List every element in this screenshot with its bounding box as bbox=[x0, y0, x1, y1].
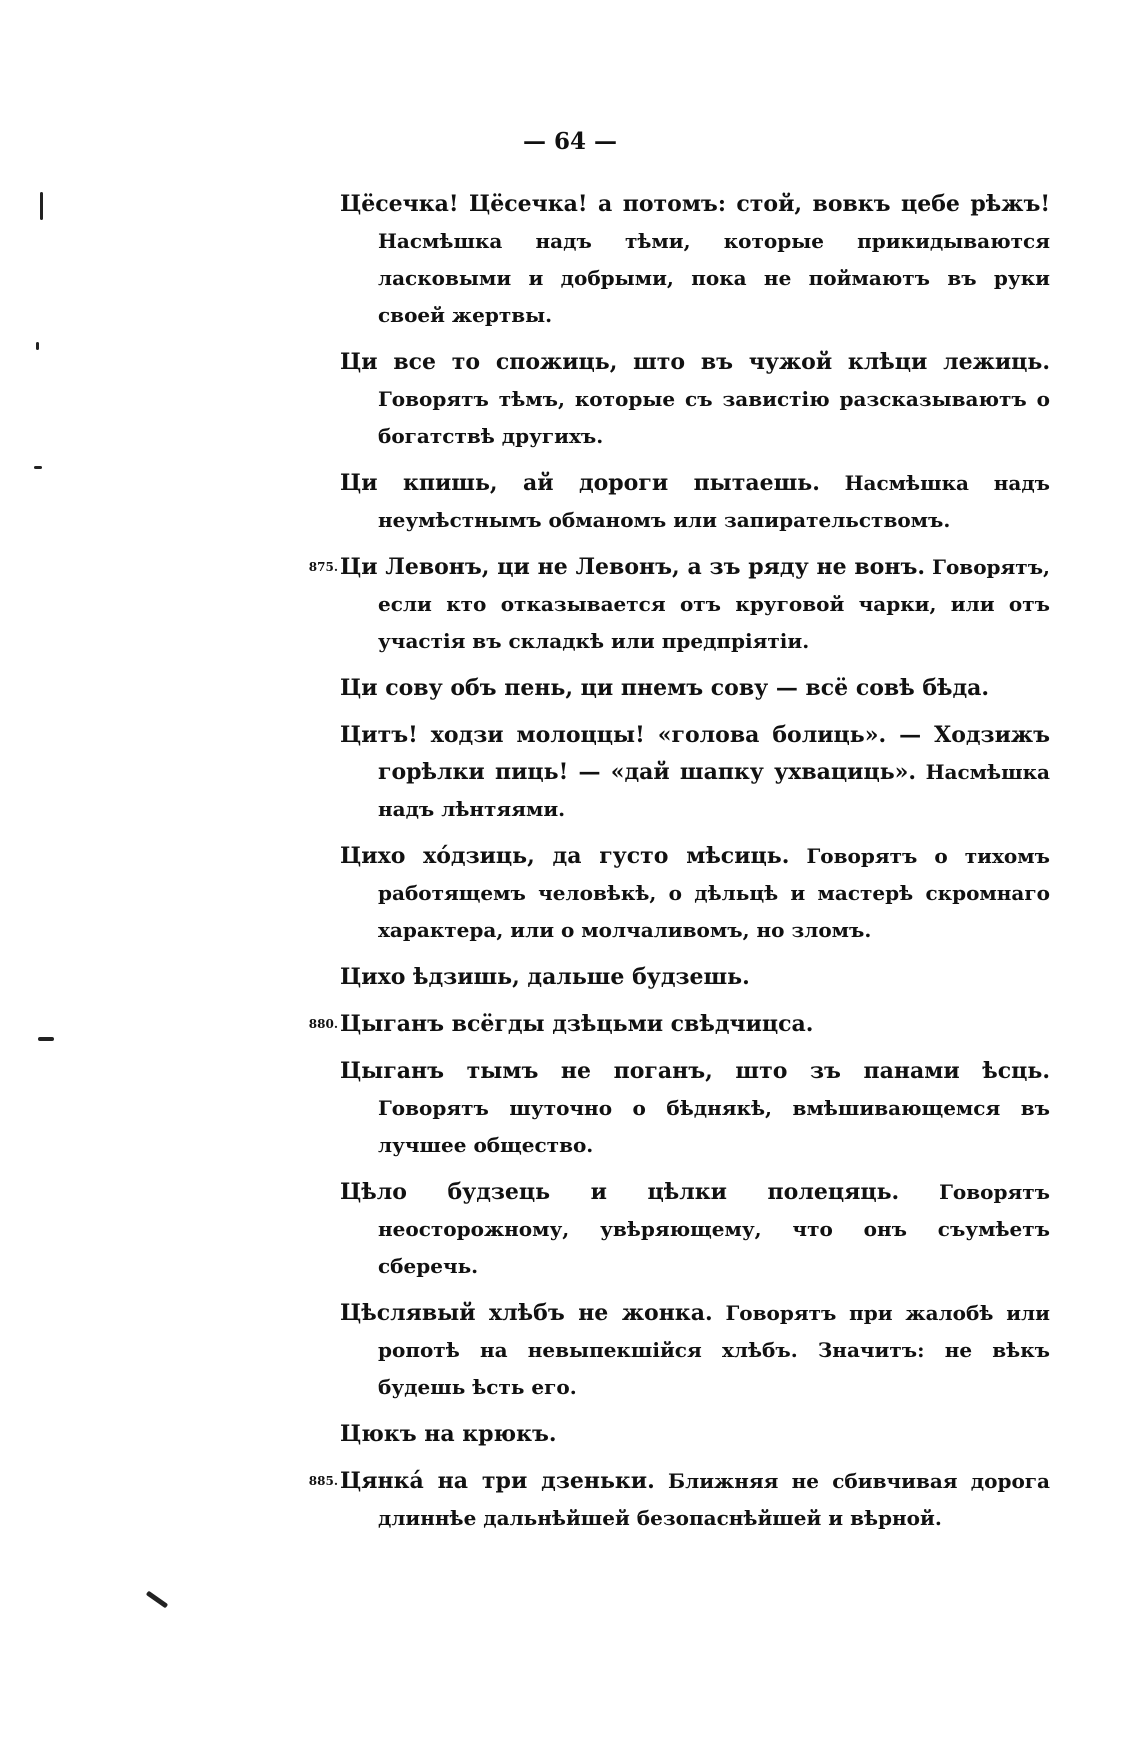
proverb-explanation: Говорятъ тѣмъ, которые съ завистію разсказываютъ о богатствѣ другихъ. bbox=[378, 387, 1050, 448]
proverb-entry bbox=[340, 717, 1050, 828]
page-number: — 64 — bbox=[522, 128, 618, 155]
scan-mark bbox=[34, 466, 42, 469]
proverb-explanation: Говорятъ при жалобѣ или ропотѣ на невыпекшійся хлѣбъ. Значитъ: не вѣкъ будешь ѣсть его. bbox=[378, 1301, 1050, 1399]
scan-mark bbox=[146, 1591, 169, 1609]
scan-mark bbox=[38, 1037, 54, 1041]
proverb-explanation: Ближняя не сбивчивая дорога длиннѣе дальнѣйшей безопаснѣйшей и вѣрной. bbox=[378, 1469, 1050, 1530]
proverb-entry bbox=[340, 1295, 1050, 1406]
proverb-text: Цёсечка! Цёсечка! а потомъ: стой, вовкъ цебе рѣжъ! bbox=[340, 191, 1050, 217]
proverb-text: Ци кпишь, ай дороги пытаешь. bbox=[340, 470, 820, 496]
proverb-explanation: Говорятъ неосторожному, увѣряющему, что онъ съумѣетъ сберечь. bbox=[378, 1180, 1050, 1278]
proverb-entry bbox=[340, 465, 1050, 539]
proverb-text: Цыганъ всёгды дзѣцьми свѣдчицса. bbox=[340, 1011, 814, 1037]
proverb-explanation: Говорятъ, если кто отказывается отъ круговой чарки, или отъ участія въ складкѣ или предпріятіи. bbox=[378, 555, 1050, 653]
proverb-text: Цыганъ тымъ не поганъ, што зъ панами ѣсць. bbox=[340, 1058, 1050, 1084]
proverb-entry bbox=[308, 1463, 1050, 1537]
entry-number: 885. bbox=[308, 1474, 338, 1488]
proverb-text: Цѣслявый хлѣбъ не жонка. bbox=[340, 1300, 713, 1326]
proverb-text: Ци сову объ пень, ци пнемъ сову — всё совѣ бѣда. bbox=[340, 675, 990, 701]
proverb-entry bbox=[308, 549, 1050, 660]
proverb-text: Ци все то спожиць, што въ чужой клѣци лежиць. bbox=[340, 349, 1050, 375]
proverb-text: Цюкъ на крюкъ. bbox=[340, 1421, 557, 1447]
proverb-entry bbox=[340, 838, 1050, 949]
entry-number: 880. bbox=[308, 1017, 338, 1031]
proverb-text: Цихо хо́дзиць, да густо мѣсиць. bbox=[340, 843, 790, 869]
proverb-text: Цихо ѣдзишь, дальше будзешь. bbox=[340, 964, 750, 990]
scan-mark bbox=[36, 342, 39, 350]
entry-number: 875. bbox=[308, 560, 338, 574]
proverb-entry bbox=[340, 1416, 1050, 1453]
proverb-entry bbox=[340, 1174, 1050, 1285]
proverb-explanation: Насмѣшка надъ неумѣстнымъ обманомъ или запирательствомъ. bbox=[378, 471, 1050, 532]
proverb-entry bbox=[340, 670, 1050, 707]
proverb-text: Ци Левонъ, ци не Левонъ, а зъ ряду не вонъ. bbox=[340, 554, 925, 580]
proverb-text: Цянка́ на три дзеньки. bbox=[340, 1468, 655, 1494]
proverb-entry bbox=[308, 1006, 1050, 1043]
proverb-explanation: Насмѣшка надъ тѣми, которые прикидываются ласковыми и добрыми, пока не поймаютъ въ руки своей жертвы. bbox=[378, 229, 1050, 327]
proverb-entry bbox=[340, 959, 1050, 996]
scan-mark bbox=[40, 192, 43, 220]
proverb-entry bbox=[340, 1053, 1050, 1164]
proverb-text: Цитъ! ходзи молоццы! «голова болиць». — Ходзижъ горѣлки пиць! — «дай шапку ухвациць». bbox=[340, 722, 1050, 785]
proverb-text: Цѣло будзець и цѣлки полецяць. bbox=[340, 1179, 900, 1205]
proverb-explanation: Насмѣшка надъ лѣнтяями. bbox=[378, 760, 1050, 821]
proverb-explanation: Говорятъ шуточно о бѣднякѣ, вмѣшивающемся въ лучшее общество. bbox=[378, 1096, 1050, 1157]
proverb-entry bbox=[340, 344, 1050, 455]
proverb-explanation: Говорятъ о тихомъ работящемъ человѣкѣ, о дѣльцѣ и мастерѣ скромнаго характера, или о молчаливомъ, но зломъ. bbox=[378, 844, 1050, 942]
proverb-entry bbox=[340, 186, 1050, 334]
proverb-list bbox=[308, 186, 1050, 1547]
